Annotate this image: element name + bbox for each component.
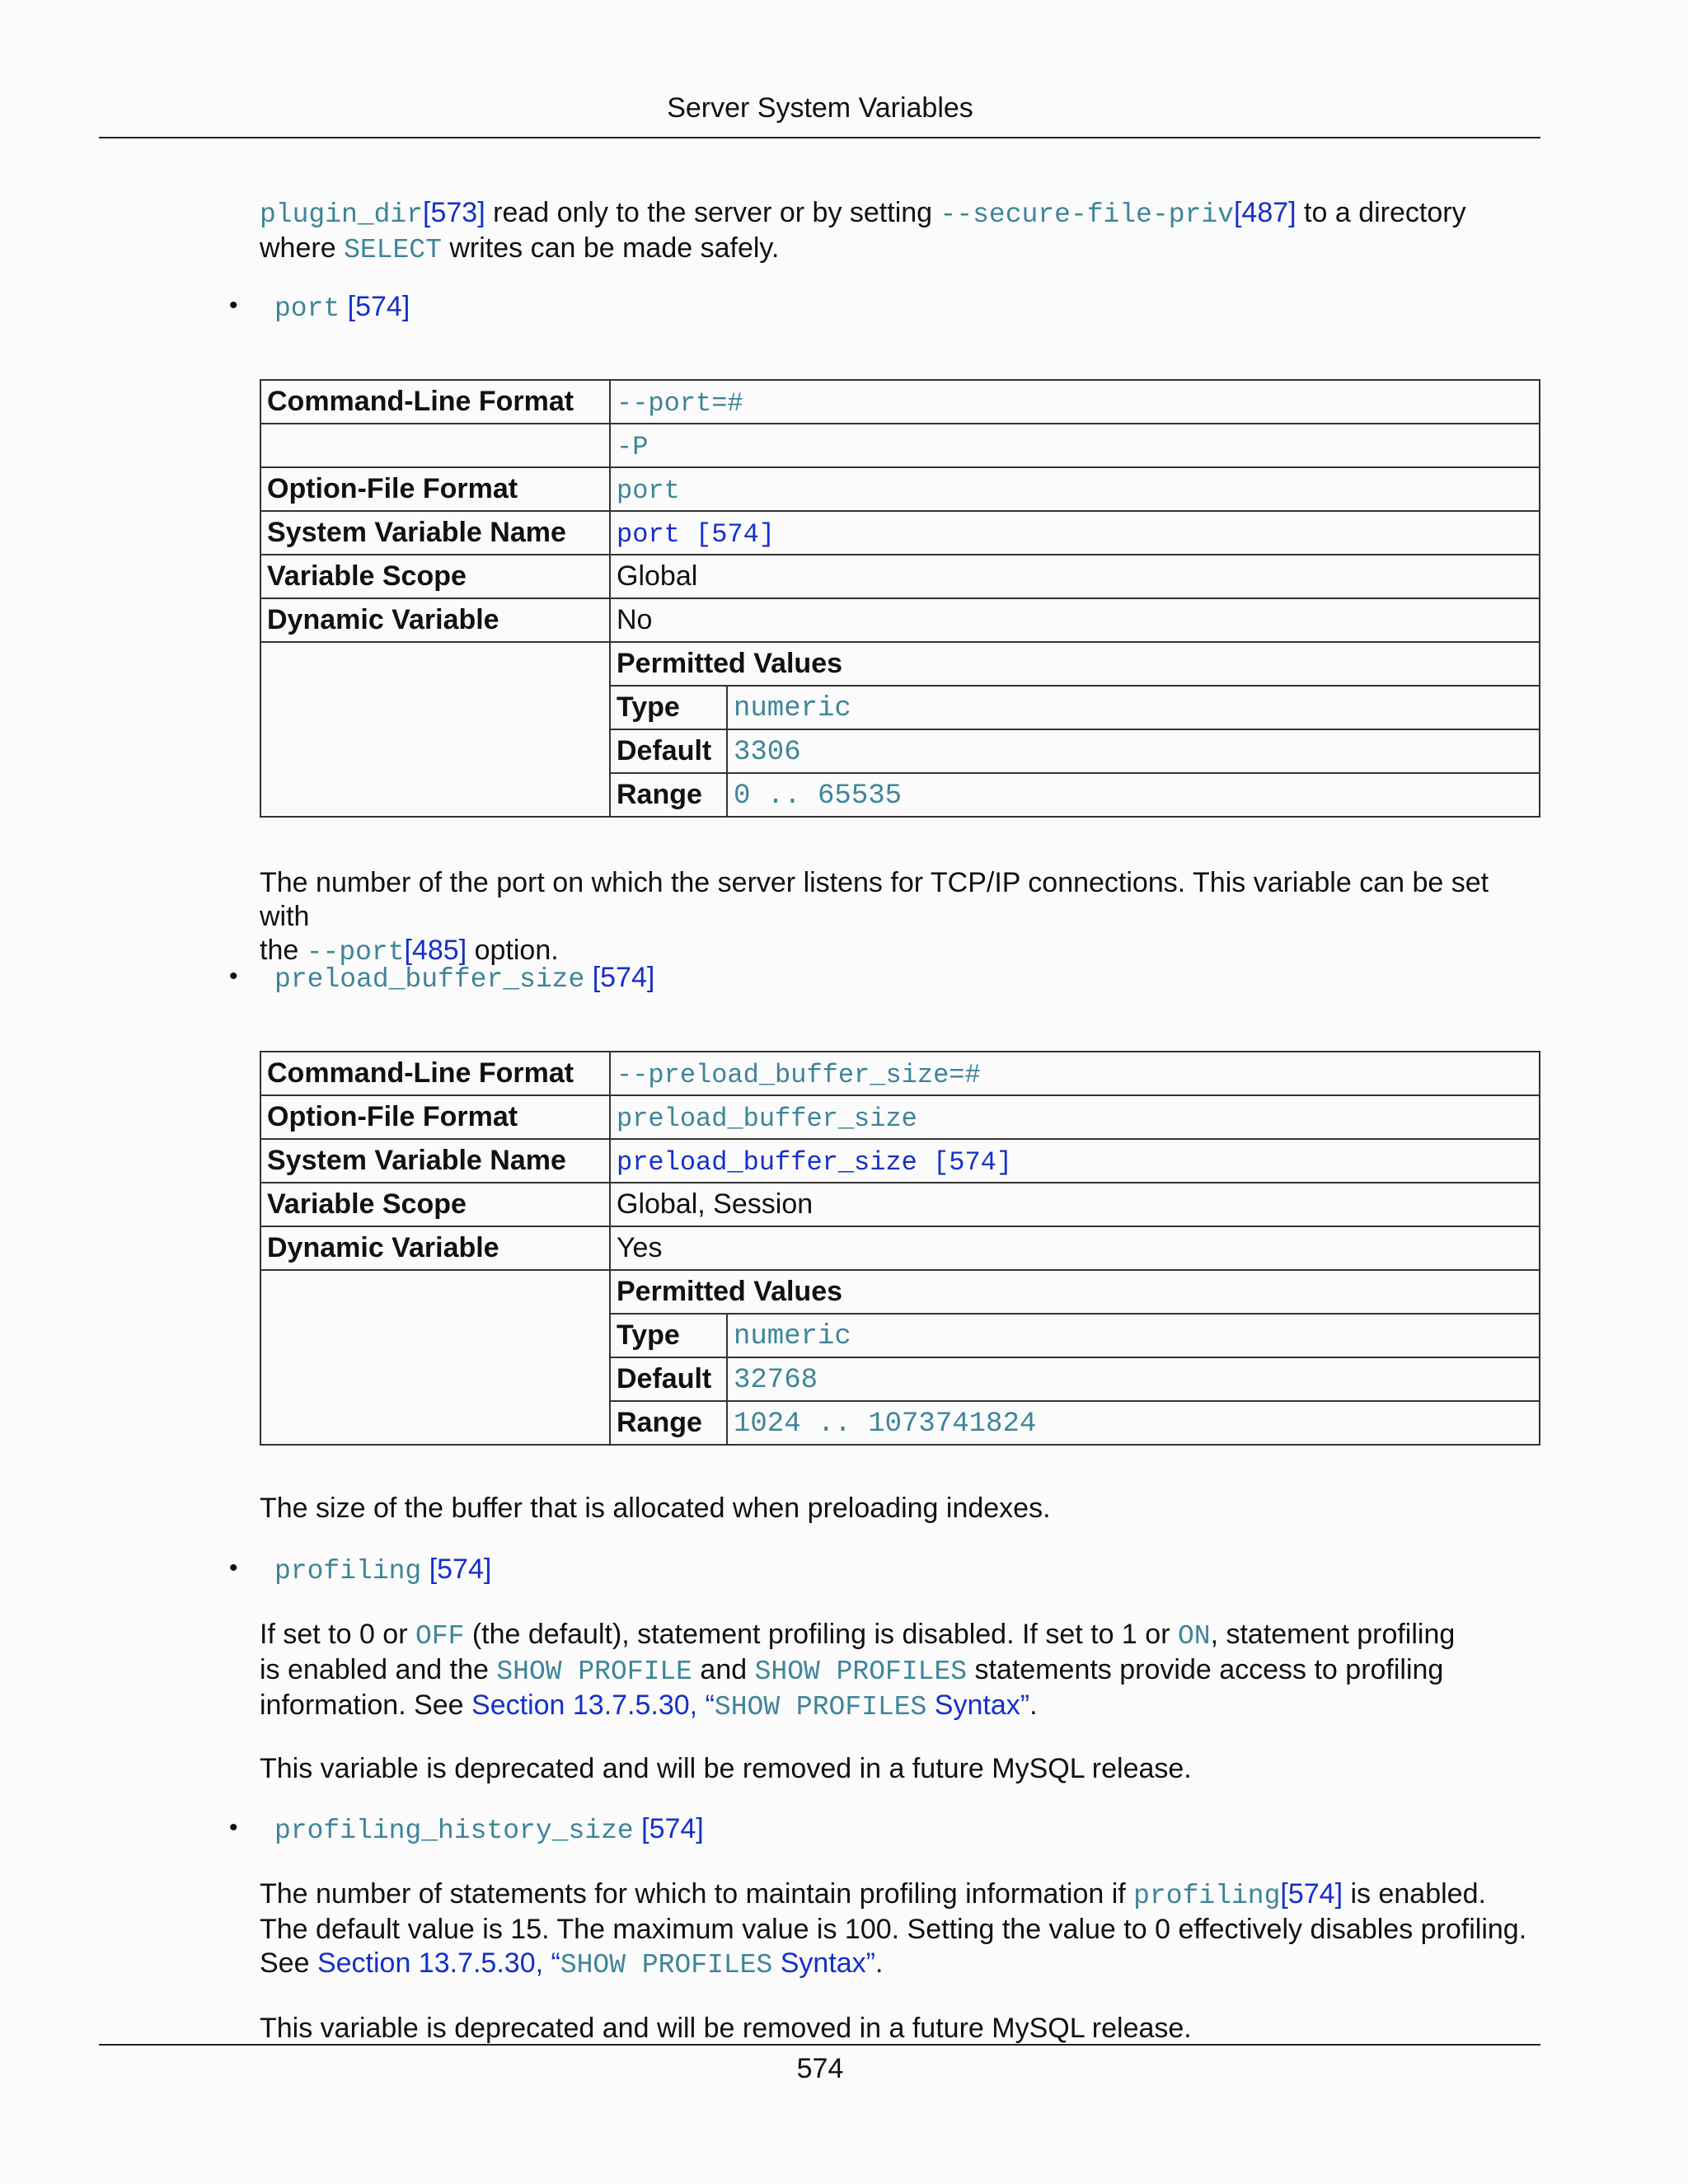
bullet-port: • [229, 292, 238, 319]
profiling-history-deprecation-note: This variable is deprecated and will be removed in a future MySQL release. [260, 2013, 1192, 2044]
preload-description: The size of the buffer that is allocated when preloading indexes. [260, 1493, 1051, 1524]
select-code: SELECT [344, 235, 442, 265]
port-option-ref-link[interactable]: [485] [404, 935, 467, 966]
show-profiles-syntax-link-2[interactable]: Section 13.7.5.30, “SHOW PROFILES Syntax” [316, 1947, 875, 1980]
page-header-title: Server System Variables [667, 92, 973, 124]
intro-paragraph: plugin_dir[573] read only to the server or by setting --secure-file-priv[487] to a directory where SELECT writes can be made safely. [260, 197, 1466, 265]
preload-default-label: Default [611, 1357, 727, 1401]
port-dyn-value: No [610, 598, 1540, 642]
plugin-dir-ref-link[interactable]: [573] [423, 197, 485, 228]
preload-perm-label: Permitted Values [611, 1271, 1539, 1314]
list-item-preload-buffer-size [274, 961, 654, 996]
port-scope-label: Variable Scope [260, 555, 610, 598]
secure-file-priv-ref-link[interactable]: [487] [1233, 197, 1296, 228]
preload-opt-label: Option-File Format [260, 1095, 610, 1139]
profiling-inline-ref-link[interactable]: [574] [1280, 1878, 1343, 1910]
port-variable-name: port [274, 293, 340, 324]
port-description: The number of the port on which the server listens for TCP/IP connections. This variable can be set with the --port[485] option. [260, 867, 1489, 968]
preload-type-value: numeric [734, 1321, 851, 1352]
preload-ref-link[interactable]: [574] [592, 962, 655, 993]
port-cmd-value: --port=# [617, 387, 743, 419]
profiling-deprecation-note: This variable is deprecated and will be removed in a future MySQL release. [260, 1753, 1192, 1784]
port-variable-table [260, 379, 1540, 818]
port-type-value: numeric [734, 693, 851, 724]
port-scope-value: Global [610, 555, 1540, 598]
bullet-profiling: • [229, 1554, 238, 1582]
port-opt-value: port [617, 475, 680, 506]
port-dyn-label: Dynamic Variable [260, 598, 610, 642]
profiling-description: If set to 0 or OFF (the default), statement profiling is disabled. If set to 1 or ON, statement profiling is enabled and the SHOW PROFILE and SHOW PROFILES statements provide access to profiling information. See Section 13.7.5.30, “SHOW PROFILES Syntax”. [260, 1619, 1456, 1722]
port-permitted-values [611, 643, 1539, 816]
port-default-value: 3306 [734, 737, 801, 768]
port-range-value: 0 .. 65535 [734, 780, 903, 812]
profiling-code: profiling [1133, 1881, 1281, 1911]
preload-dyn-value: Yes [610, 1226, 1540, 1270]
preload-scope-value: Global, Session [610, 1183, 1540, 1226]
profiling-history-ref-link[interactable]: [574] [641, 1813, 704, 1844]
port-perm-label: Permitted Values [611, 643, 1539, 686]
preload-scope-label: Variable Scope [260, 1183, 610, 1226]
port-type-label: Type [611, 686, 727, 729]
preload-dyn-label: Dynamic Variable [260, 1226, 610, 1270]
profiling-variable-name: profiling [274, 1556, 422, 1586]
port-cmd-label: Command-Line Format [260, 380, 610, 424]
port-sys-value-link[interactable]: port [574] [617, 518, 776, 550]
footer-rule [99, 2044, 1540, 2046]
show-profiles-syntax-link[interactable]: Section 13.7.5.30, “SHOW PROFILES Syntax” [471, 1690, 1030, 1722]
secure-file-priv-code: --secure-file-priv [940, 199, 1234, 230]
port-default-label: Default [611, 729, 727, 773]
profiling-history-variable-name: profiling_history_size [274, 1816, 634, 1846]
port-range-label: Range [611, 773, 727, 816]
preload-type-label: Type [611, 1314, 727, 1357]
plugin-dir-code: plugin_dir [260, 199, 424, 230]
list-item-profiling-history-size [274, 1812, 704, 1848]
preload-cmd-label: Command-Line Format [260, 1052, 610, 1095]
port-sys-label: System Variable Name [260, 511, 610, 555]
preload-sys-label: System Variable Name [260, 1139, 610, 1183]
port-option-code: --port [306, 937, 405, 968]
preload-permitted-values [611, 1271, 1539, 1444]
off-code: OFF [415, 1621, 465, 1652]
preload-variable-table [260, 1051, 1540, 1446]
preload-range-value: 1024 .. 1073741824 [734, 1408, 1037, 1440]
preload-default-value: 32768 [734, 1365, 818, 1396]
on-code: ON [1177, 1621, 1211, 1652]
profiling-history-description: The number of statements for which to maintain profiling information if profiling[574] is enabled. The default value is 15. The maximum value is 100. Setting the value to 0 effectively disables profiling. See Section 13.7.5.30, “SHOW PROFILES Syntax”. [260, 1878, 1527, 1980]
preload-sys-value-link[interactable]: preload_buffer_size [574] [617, 1146, 1013, 1178]
port-opt-label: Option-File Format [260, 467, 610, 511]
list-item-port [274, 290, 410, 326]
preload-opt-value: preload_buffer_size [617, 1103, 917, 1134]
preload-range-label: Range [611, 1401, 727, 1444]
show-profiles-code: SHOW PROFILES [754, 1657, 968, 1687]
list-item-profiling [274, 1553, 491, 1588]
port-ref-link[interactable]: [574] [347, 291, 410, 322]
header-rule [99, 137, 1540, 138]
bullet-profiling-history: • [229, 1814, 238, 1841]
bullet-preload: • [229, 963, 238, 990]
preload-variable-name: preload_buffer_size [274, 964, 585, 995]
show-profile-code: SHOW PROFILE [496, 1657, 692, 1687]
preload-cmd-value: --preload_buffer_size=# [617, 1059, 981, 1090]
port-cmd-short-value: -P [617, 431, 649, 462]
page-number: 574 [796, 2053, 844, 2084]
profiling-ref-link[interactable]: [574] [429, 1554, 492, 1585]
